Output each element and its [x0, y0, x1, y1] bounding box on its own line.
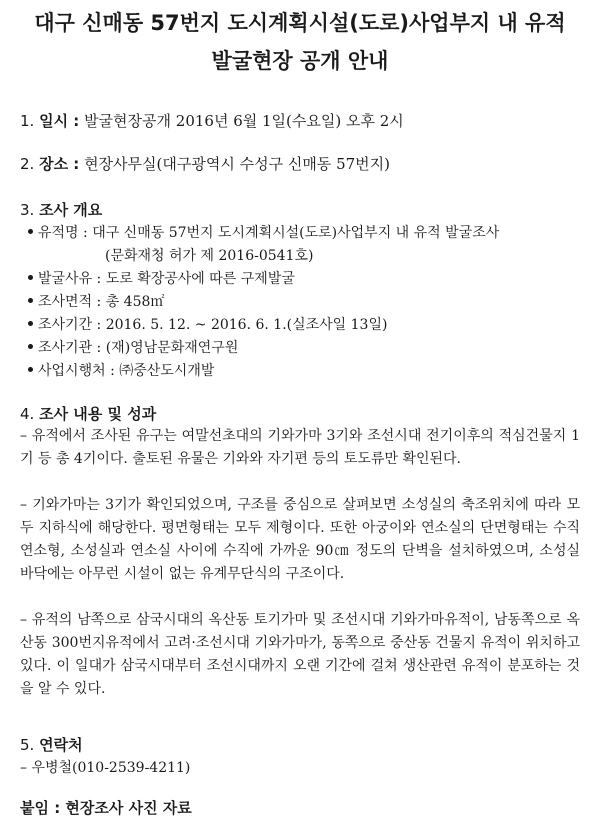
section-label: 조사 개요: [39, 201, 103, 219]
section-date: [20, 110, 404, 132]
results-paragraph: – 기와가마는 3기가 확인되었으며, 구조를 중심으로 살펴보면 소성실의 축조위치에 따라 모두 지하식에 해당한다. 평면형태는 모두 제형이다. 또한 아궁이와 연소실의 단면형태는 수직연소형, 소성실과 연소실 사이에 수직에 가까운 90㎝ 정도의 단벽을 설치하였으며, 소성실 바닥에는 아무런 시설이 없는 유계무단식의 구조이다.: [20, 497, 580, 582]
document-title-line-2: 발굴현장 공개 안내: [211, 49, 389, 73]
section-label: 연락처: [39, 736, 83, 754]
overview-item-text: 조사면적 : 총 458㎡: [38, 294, 165, 310]
section-contact: [20, 734, 83, 756]
section-results: [20, 403, 156, 425]
overview-item-text: 조사기간 : 2016. 5. 12. ~ 2016. 6. 1.(실조사일 13일): [38, 317, 388, 333]
attachment-label: 붙임 : 현장조사 사진 자료: [20, 799, 192, 817]
bullet-icon: [28, 367, 33, 372]
attachment-note: [20, 797, 192, 819]
overview-item: [28, 291, 164, 313]
date-value: 발굴현장공개 2016년 6월 1일(수요일) 오후 2시: [79, 112, 404, 130]
overview-item-text: 조사기관 : (재)영남문화재연구원: [38, 340, 239, 356]
bullet-icon: [28, 298, 33, 303]
overview-item-continuation: (문화재청 허가 제 2016-0541호): [105, 248, 314, 264]
overview-item: [28, 222, 499, 244]
results-paragraph: – 유적의 남쪽으로 삼국시대의 옥산동 토기가마 및 조선시대 기와가마유적이, 남동쪽으로 옥산동 300번지유적에서 고려·조선시대 기와가마가, 동쪽으로 중산동 건물지 유적이 위치하고 있다. 이 일대가 삼국시대부터 조선시대까지 오랜 기간에 걸쳐 생산관련 유적이 분포하는 것을 알 수 있다.: [20, 612, 580, 697]
section-label: 일시 :: [39, 112, 80, 130]
contact-info: – 우병철(010-2539-4211): [20, 760, 191, 776]
section-number: 4.: [20, 405, 35, 423]
section-label: 장소 :: [39, 155, 80, 173]
overview-item: [28, 268, 295, 290]
overview-item: [28, 314, 387, 336]
bullet-icon: [28, 344, 33, 349]
section-number: 5.: [20, 736, 35, 754]
section-number: 2.: [20, 155, 35, 173]
overview-item-text: 발굴사유 : 도로 확장공사에 따른 구제발굴: [38, 271, 295, 287]
overview-item: [28, 337, 238, 359]
bullet-icon: [28, 229, 33, 234]
place-value: 현장사무실(대구광역시 수성구 신매동 57번지): [79, 155, 390, 173]
section-number: 3.: [20, 201, 35, 219]
document-title-line-1: 대구 신매동 57번지 도시계획시설(도로)사업부지 내 유적: [34, 11, 566, 35]
overview-item: [28, 360, 214, 382]
bullet-icon: [28, 275, 33, 280]
bullet-icon: [28, 321, 33, 326]
section-place: [20, 153, 390, 175]
overview-item-text: 사업시행처 : ㈜중산도시개발: [38, 363, 215, 379]
section-number: 1.: [20, 112, 35, 130]
results-paragraph: – 유적에서 조사된 유구는 여말선초대의 기와가마 3기와 조선시대 전기이후의 적심건물지 1기 등 총 4기이다. 출토된 유물은 기와와 자기편 등의 토도류만 확인된다.: [20, 428, 580, 467]
section-overview: [20, 199, 102, 221]
overview-item-text: 유적명 : 대구 신매동 57번지 도시계획시설(도로)사업부지 내 유적 발굴조사: [38, 225, 500, 241]
section-label: 조사 내용 및 성과: [39, 405, 157, 423]
